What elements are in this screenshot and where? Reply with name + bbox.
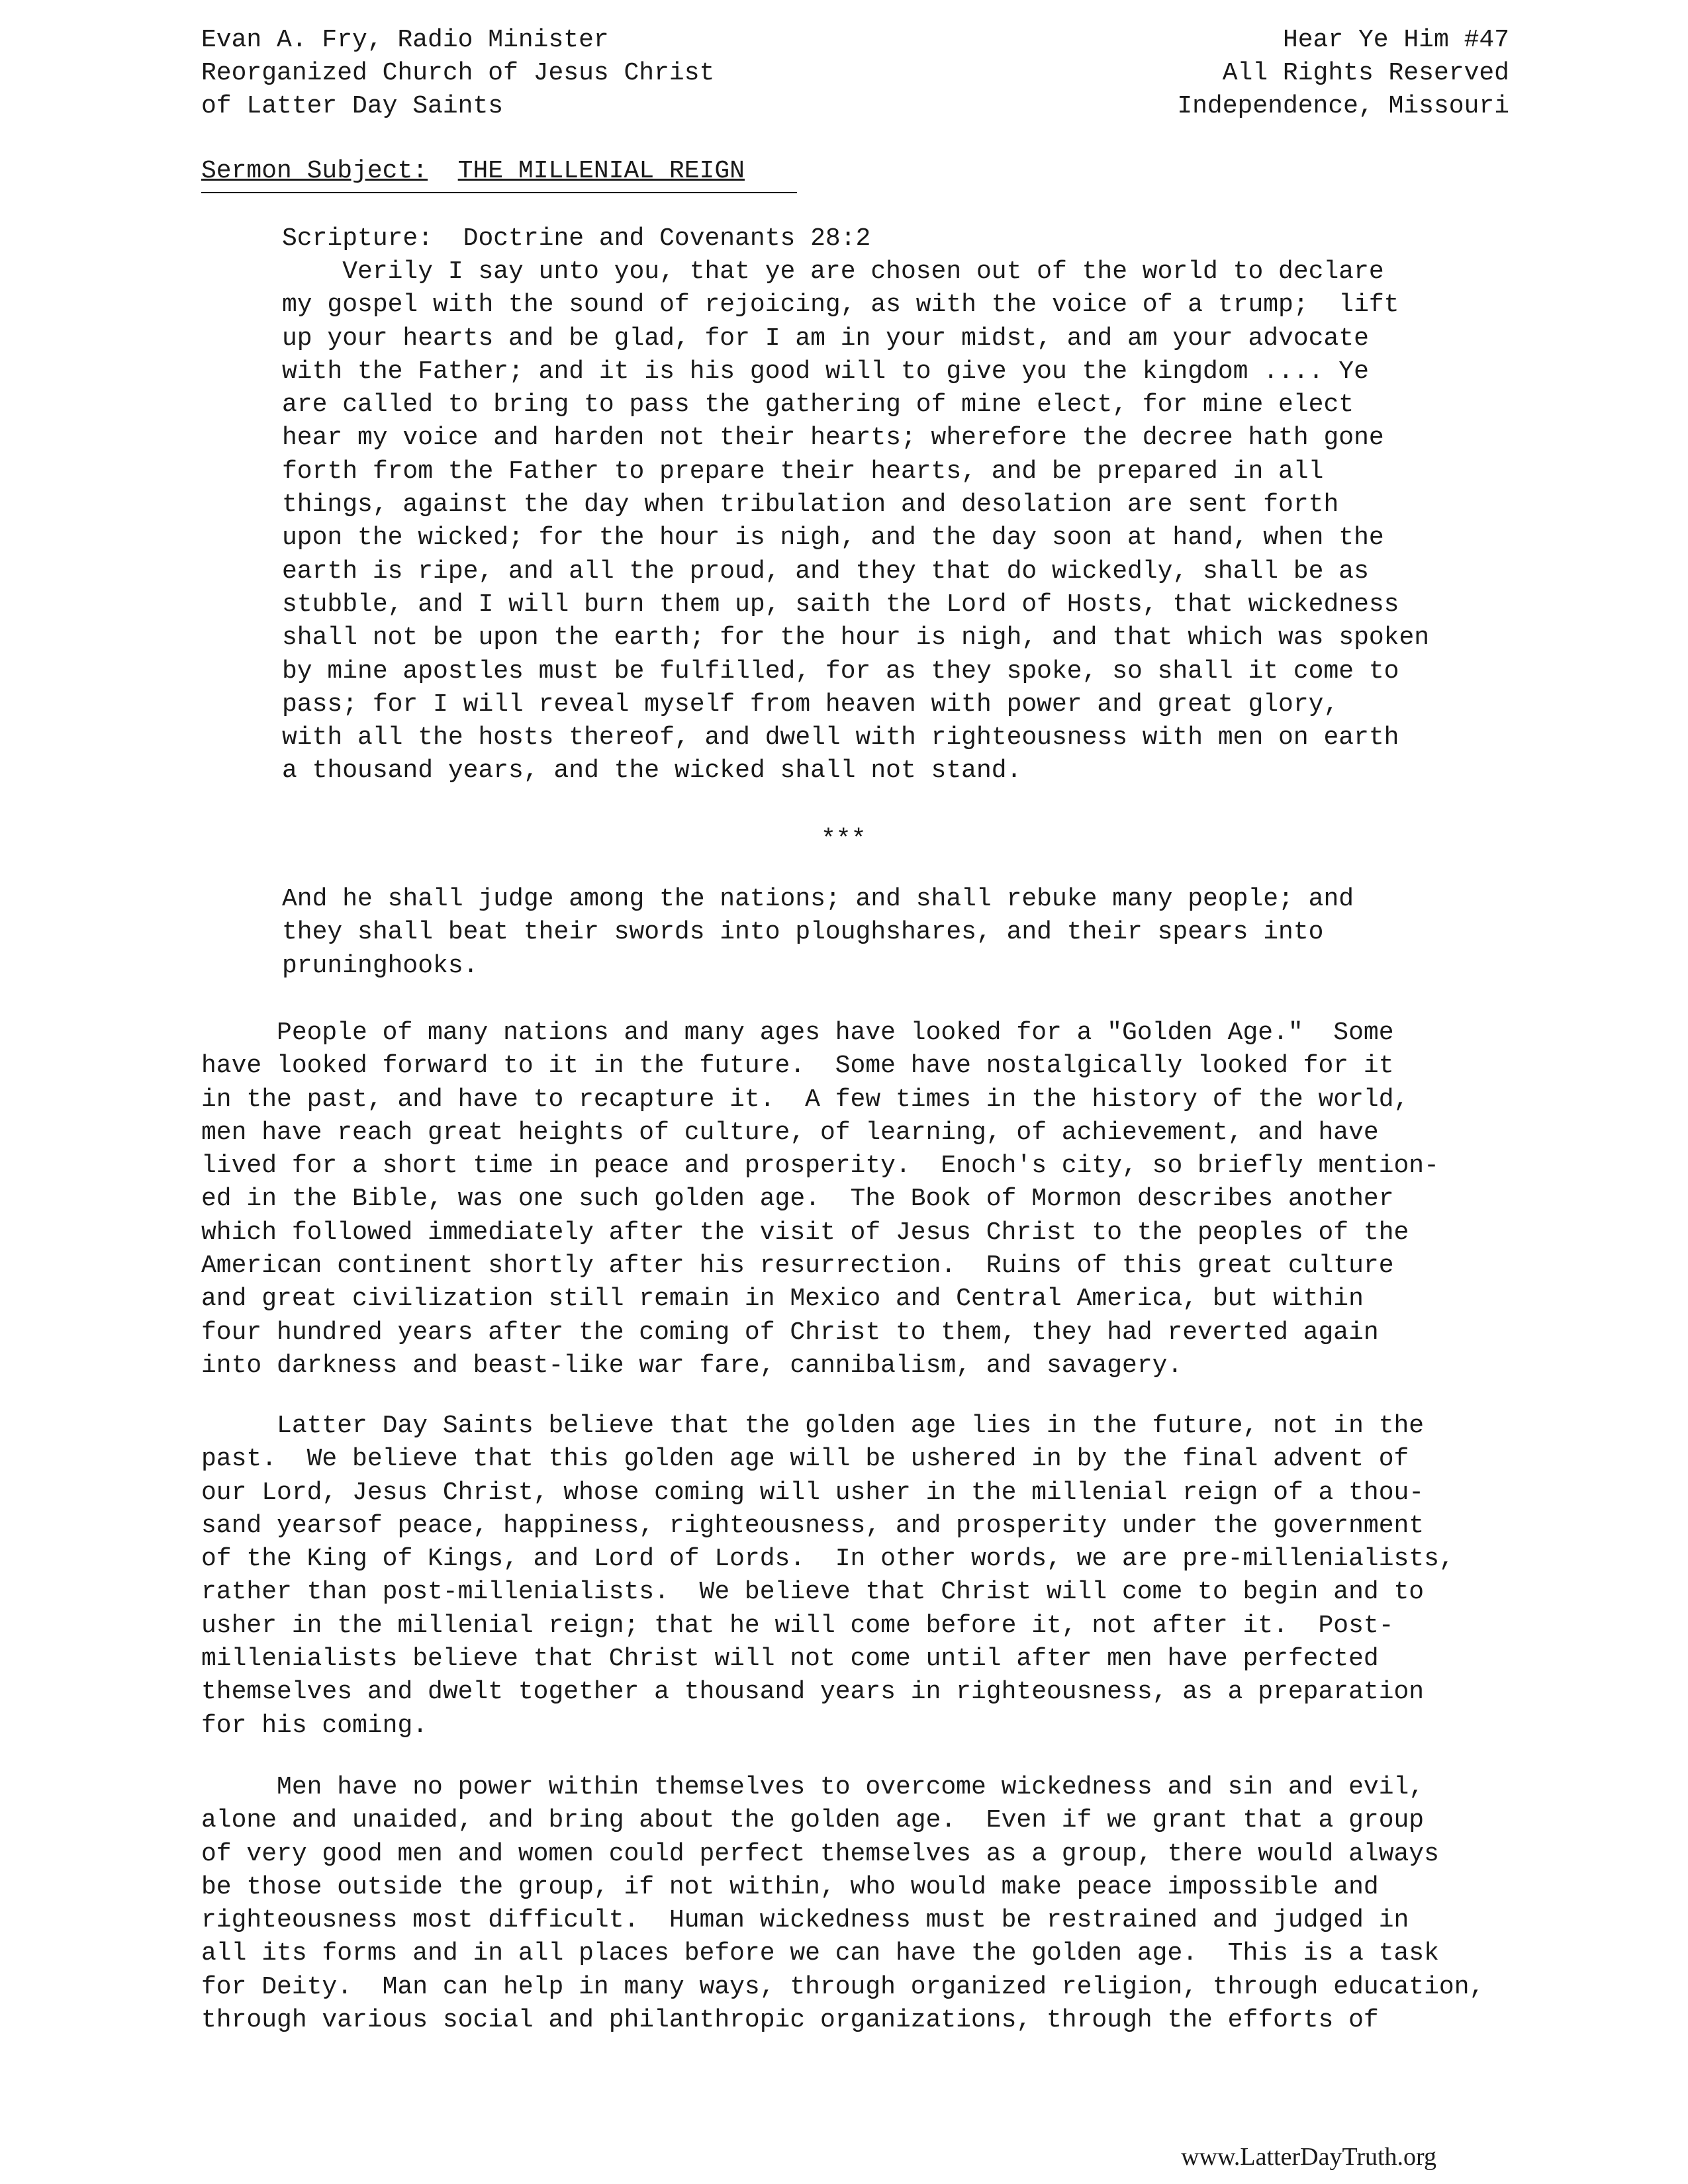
scripture-verse-2: And he shall judge among the nations; and shall rebuke many people; and they shall beat their swords into ploughshares, and their spears into pruninghooks. — [282, 885, 1354, 980]
series-number: Hear Ye Him #47 — [1282, 26, 1509, 54]
sermon-subject — [201, 155, 745, 188]
subject-label: Sermon Subject: — [201, 157, 428, 185]
paragraph-human-power: Men have no power within themselves to overcome wickedness and sin and evil, alone and unaided, and bring about the golden age. Even if we grant that a group of very good men and women could perfect themselves as a group, there would always be those outside the group, if not within, who would make peace impossible and righteousness most difficult. Human wickedness must be restrained and judged in all its forms and in all places before we can have the golden age. This is a task for Deity. Man can help in many ways, through organized religion, through education, through various social and philanthropic organizations, through the efforts of — [201, 1773, 1485, 2035]
scripture-reference: Scripture: Doctrine and Covenants 28:2 — [282, 224, 871, 253]
church-line-2: of Latter Day Saints — [201, 92, 504, 120]
rights-line: All Rights Reserved — [1222, 59, 1509, 87]
header-info-block — [1177, 24, 1509, 123]
paragraph-golden-age: People of many nations and many ages have looked for a "Golden Age." Some have looked forward to it in the future. Some have nostalgically looked for it in the past, and have to recapture it. A few times in the history of the world, men have reach great heights of culture, of learning, of achievement, and have lived for a short time in peace and prosperity. Enoch's city, so briefly mention- ed in the Bible, was one such golden age. The Book of Mormon describes another which followed immediately after the visit of Jesus Christ to the peoples of the American continent shortly after his resurrection. Ruins of this great culture and great civilization still remain in Mexico and Central America, but within four hundred years after the coming of Christ to them, they had reverted again into darkness and beast-like war fare, cannibalism, and savagery. — [201, 1019, 1439, 1380]
author-line: Evan A. Fry, Radio Minister — [201, 26, 609, 54]
footer-website: www.LatterDayTruth.org — [1181, 2143, 1436, 2171]
paragraph-pre-millenialists: Latter Day Saints believe that the golden age lies in the future, not in the past. We believe that this golden age will be ushered in by the final advent of our Lord, Jesus Christ, whose coming will usher in the millenial reign of a thou- sand yearsof peace, happiness, righteousness, and prosperity under the government of the King of Kings, and Lord of Lords. In other words, we are pre-millenialists, rather than post-millenialists. We believe that Christ will come to begin and to usher in the millenial reign; that he will come before it, not after it. Post- millenialists believe that Christ will not come until after men have perfected themselves and dwelt together a thousand years in righteousness, as a preparation for his coming. — [201, 1412, 1454, 1740]
header-author-block — [201, 24, 714, 123]
location-line: Independence, Missouri — [1177, 92, 1509, 120]
subject-underline-rule — [201, 192, 797, 193]
scripture-text: Verily I say unto you, that ye are chosen out of the world to declare my gospel with the sound of rejoicing, as with the voice of a trump; lift up your hearts and be glad, for I am in your midst, and am your advocate with the Father; and it is his good will to give you the kingdom .... Ye are called to bring to pass the gathering of mine elect, for mine elect hear my voice and harden not their hearts; wherefore the decree hath gone forth from the Father to prepare their hearts, and be prepared in all things, against the day when tribulation and desolation are sent forth upon the wicked; for the hour is nigh, and the day soon at hand, when the earth is ripe, and all the proud, and they that do wickedly, shall be as stubble, and I will burn them up, saith the Lord of Hosts, that wickedness shall not be upon the earth; for the hour is nigh, and that which was spoken by mine apostles must be fulfilled, for as they spoke, so shall it come to pass; for I will reveal myself from heaven with power and great glory, with all the hosts thereof, and dwell with righteousness with men on earth a thousand years, and the wicked shall not stand. — [282, 257, 1430, 786]
section-separator: *** — [821, 825, 867, 854]
sermon-title: THE MILLENIAL REIGN — [457, 157, 745, 185]
church-line-1: Reorganized Church of Jesus Christ — [201, 59, 715, 87]
